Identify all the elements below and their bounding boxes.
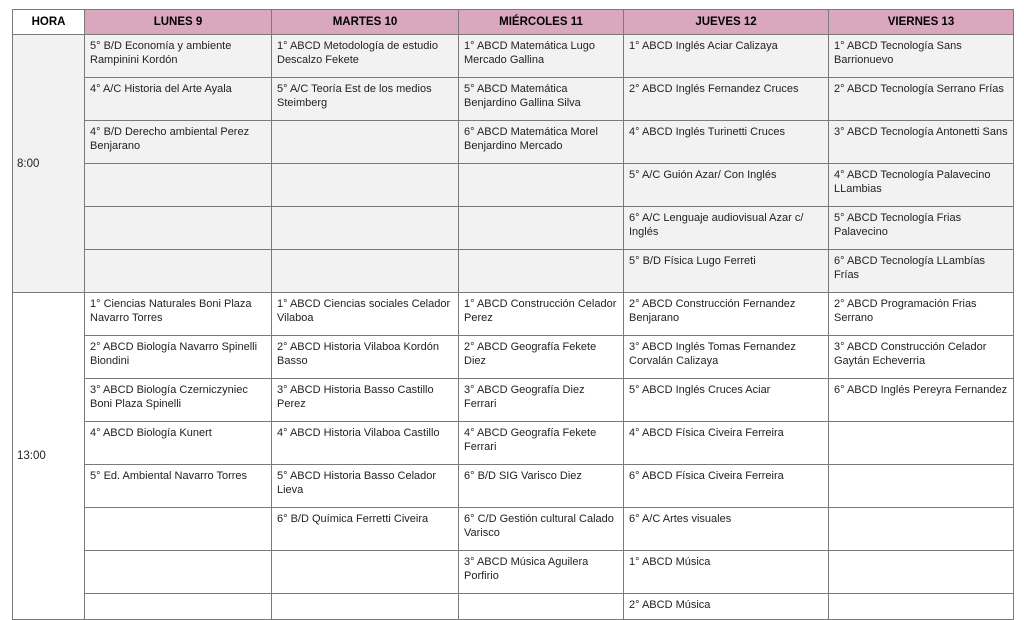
table-row	[13, 164, 1014, 207]
schedule-cell: 2° ABCD Inglés Fernandez Cruces	[624, 78, 829, 121]
schedule-cell	[459, 207, 624, 250]
schedule-cell: 4° ABCD Geografía Fekete Ferrari	[459, 422, 624, 465]
schedule-cell: 4° ABCD Inglés Turinetti Cruces	[624, 121, 829, 164]
schedule-cell: 2° ABCD Geografía Fekete Diez	[459, 336, 624, 379]
schedule-cell: 6° A/C Artes visuales	[624, 508, 829, 551]
time-slot-afternoon: 13:00	[13, 293, 85, 620]
schedule-cell: 6° ABCD Tecnología LLambías Frías	[829, 250, 1014, 293]
schedule-cell	[272, 551, 459, 594]
schedule-cell	[272, 164, 459, 207]
schedule-cell: 3° ABCD Música Aguilera Porfirio	[459, 551, 624, 594]
table-row	[13, 336, 1014, 379]
schedule-cell	[85, 508, 272, 551]
header-day-wednesday: MIÉRCOLES 11	[459, 10, 624, 35]
schedule-cell	[85, 551, 272, 594]
table-row	[13, 78, 1014, 121]
header-row	[13, 10, 1014, 35]
time-slot-morning: 8:00	[13, 35, 85, 293]
schedule-cell: 4° B/D Derecho ambiental Perez Benjarano	[85, 121, 272, 164]
schedule-cell: 4° ABCD Tecnología Palavecino LLambias	[829, 164, 1014, 207]
schedule-cell: 6° ABCD Inglés Pereyra Fernandez	[829, 379, 1014, 422]
schedule-cell	[272, 250, 459, 293]
schedule-cell: 3° ABCD Construcción Celador Gaytán Echeverria	[829, 336, 1014, 379]
schedule-cell: 2° ABCD Construcción Fernandez Benjarano	[624, 293, 829, 336]
schedule-cell	[459, 164, 624, 207]
schedule-cell: 3° ABCD Biología Czerniczyniec Boni Plaza Spinelli	[85, 379, 272, 422]
table-row	[13, 508, 1014, 551]
schedule-cell: 4° ABCD Física Civeira Ferreira	[624, 422, 829, 465]
schedule-cell: 1° ABCD Ciencias sociales Celador Vilaboa	[272, 293, 459, 336]
schedule-cell: 2° ABCD Programación Frias Serrano	[829, 293, 1014, 336]
schedule-cell	[85, 164, 272, 207]
table-row	[13, 207, 1014, 250]
schedule-cell: 5° ABCD Tecnología Frias Palavecino	[829, 207, 1014, 250]
header-hora: HORA	[13, 10, 85, 35]
header-day-thursday: JUEVES 12	[624, 10, 829, 35]
schedule-cell: 3° ABCD Tecnología Antonetti Sans	[829, 121, 1014, 164]
schedule-cell: 5° A/C Teoría Est de los medios Steimberg	[272, 78, 459, 121]
schedule-cell: 6° ABCD Matemática Morel Benjardino Mercado	[459, 121, 624, 164]
schedule-cell: 4° ABCD Historia Vilaboa Castillo	[272, 422, 459, 465]
schedule-cell	[829, 465, 1014, 508]
schedule-cell: 5° Ed. Ambiental Navarro Torres	[85, 465, 272, 508]
schedule-cell: 3° ABCD Inglés Tomas Fernandez Corvalán Calizaya	[624, 336, 829, 379]
schedule-cell: 3° ABCD Geografía Diez Ferrari	[459, 379, 624, 422]
schedule-cell: 5° ABCD Historia Basso Celador Lieva	[272, 465, 459, 508]
schedule-cell: 2° ABCD Biología Navarro Spinelli Biondini	[85, 336, 272, 379]
schedule-cell: 2° ABCD Historia Vilaboa Kordón Basso	[272, 336, 459, 379]
header-day-monday: LUNES 9	[85, 10, 272, 35]
schedule-cell: 5° B/D Economía y ambiente Rampinini Kordón	[85, 35, 272, 78]
schedule-cell: 1° ABCD Música	[624, 551, 829, 594]
schedule-cell	[85, 594, 272, 620]
header-day-friday: VIERNES 13	[829, 10, 1014, 35]
schedule-cell: 1° ABCD Construcción Celador Perez	[459, 293, 624, 336]
schedule-cell: 4° ABCD Biología Kunert	[85, 422, 272, 465]
schedule-cell: 5° ABCD Matemática Benjardino Gallina Silva	[459, 78, 624, 121]
schedule-cell: 3° ABCD Historia Basso Castillo Perez	[272, 379, 459, 422]
table-row	[13, 422, 1014, 465]
table-row	[13, 551, 1014, 594]
schedule-cell: 4° A/C Historia del Arte Ayala	[85, 78, 272, 121]
schedule-table	[12, 9, 1014, 620]
schedule-cell	[272, 121, 459, 164]
schedule-cell: 6° A/C Lenguaje audiovisual Azar c/ Inglés	[624, 207, 829, 250]
schedule-cell: 1° ABCD Tecnología Sans Barrionuevo	[829, 35, 1014, 78]
schedule-cell: 2° ABCD Música	[624, 594, 829, 620]
table-row	[13, 465, 1014, 508]
schedule-cell: 6° B/D SIG Varisco Diez	[459, 465, 624, 508]
schedule-cell	[85, 207, 272, 250]
schedule-cell	[829, 422, 1014, 465]
table-row	[13, 594, 1014, 620]
table-row	[13, 35, 1014, 78]
schedule-cell: 1° ABCD Inglés Aciar Calizaya	[624, 35, 829, 78]
schedule-cell: 6° C/D Gestión cultural Calado Varisco	[459, 508, 624, 551]
header-day-tuesday: MARTES 10	[272, 10, 459, 35]
schedule-cell: 1° Ciencias Naturales Boni Plaza Navarro Torres	[85, 293, 272, 336]
schedule-cell: 6° B/D Química Ferretti Civeira	[272, 508, 459, 551]
table-row	[13, 293, 1014, 336]
schedule-cell: 1° ABCD Metodología de estudio Descalzo Fekete	[272, 35, 459, 78]
schedule-cell	[829, 551, 1014, 594]
schedule-cell: 2° ABCD Tecnología Serrano Frías	[829, 78, 1014, 121]
schedule-cell	[272, 207, 459, 250]
schedule-cell	[459, 594, 624, 620]
schedule-cell: 1° ABCD Matemática Lugo Mercado Gallina	[459, 35, 624, 78]
schedule-cell	[459, 250, 624, 293]
schedule-cell	[829, 508, 1014, 551]
schedule-cell	[272, 594, 459, 620]
schedule-cell	[85, 250, 272, 293]
schedule-cell: 6° ABCD Física Civeira Ferreira	[624, 465, 829, 508]
table-row	[13, 121, 1014, 164]
table-row	[13, 379, 1014, 422]
table-row	[13, 250, 1014, 293]
schedule-cell: 5° A/C Guión Azar/ Con Inglés	[624, 164, 829, 207]
schedule-cell: 5° ABCD Inglés Cruces Aciar	[624, 379, 829, 422]
schedule-cell	[829, 594, 1014, 620]
schedule-cell: 5° B/D Física Lugo Ferreti	[624, 250, 829, 293]
